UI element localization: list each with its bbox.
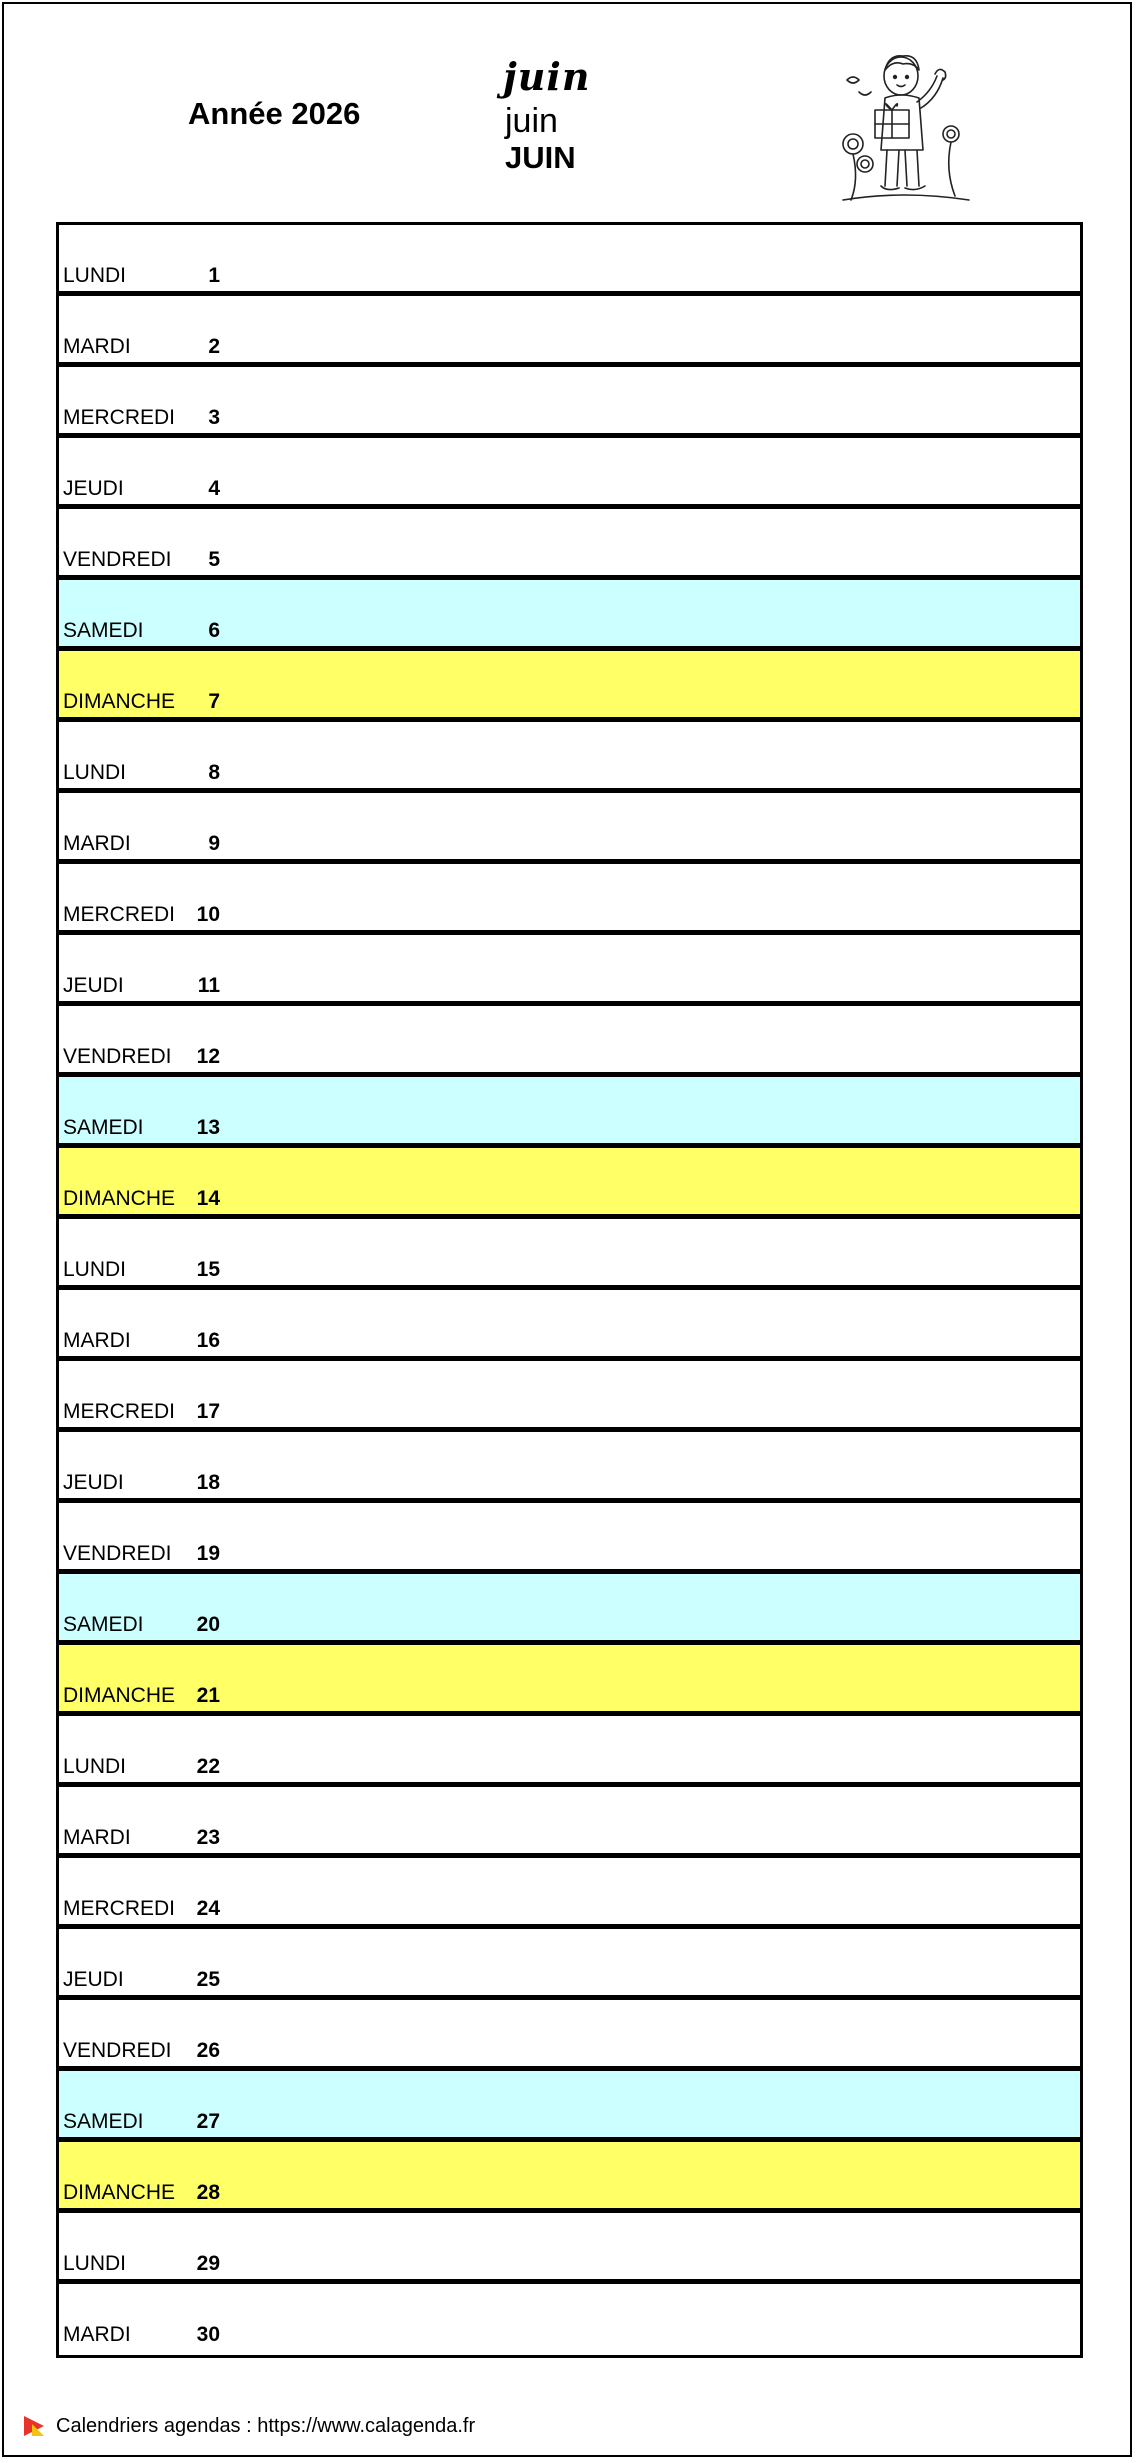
day-number: 13 bbox=[196, 1116, 220, 1139]
day-number: 27 bbox=[196, 2110, 220, 2133]
day-number: 12 bbox=[196, 1045, 220, 1068]
day-name: LUNDI bbox=[63, 1755, 127, 1778]
day-number: 23 bbox=[196, 1826, 220, 1849]
calagenda-logo-icon bbox=[22, 2414, 46, 2438]
day-row bbox=[59, 438, 1080, 509]
day-number: 2 bbox=[208, 335, 220, 358]
day-number: 16 bbox=[196, 1329, 220, 1352]
day-name: SAMEDI bbox=[63, 1116, 144, 1139]
day-name: DIMANCHE bbox=[63, 2181, 176, 2204]
day-number: 25 bbox=[196, 1968, 220, 1991]
day-row bbox=[59, 1716, 1080, 1787]
day-row bbox=[59, 1148, 1080, 1219]
day-number: 26 bbox=[196, 2039, 220, 2062]
day-number: 19 bbox=[196, 1542, 220, 1565]
day-number: 14 bbox=[196, 1187, 220, 1210]
day-number: 8 bbox=[208, 761, 220, 784]
day-name: SAMEDI bbox=[63, 1613, 144, 1636]
day-row bbox=[59, 1077, 1080, 1148]
month-uppercase-title: JUIN bbox=[505, 140, 576, 175]
day-name: LUNDI bbox=[63, 264, 127, 287]
day-number: 3 bbox=[208, 406, 220, 429]
day-row bbox=[59, 935, 1080, 1006]
day-name: MERCREDI bbox=[63, 1400, 176, 1423]
day-row bbox=[59, 225, 1080, 296]
day-row bbox=[59, 1787, 1080, 1858]
day-row bbox=[59, 1858, 1080, 1929]
day-number: 22 bbox=[196, 1755, 220, 1778]
child-gift-illustration bbox=[833, 40, 975, 212]
day-row bbox=[59, 2142, 1080, 2213]
day-number: 24 bbox=[196, 1897, 220, 1920]
day-row bbox=[59, 509, 1080, 580]
day-row bbox=[59, 1290, 1080, 1361]
day-row bbox=[59, 793, 1080, 864]
day-name: MERCREDI bbox=[63, 903, 176, 926]
day-number: 18 bbox=[196, 1471, 220, 1494]
day-row bbox=[59, 296, 1080, 367]
day-name: VENDREDI bbox=[63, 1045, 172, 1068]
day-number: 30 bbox=[196, 2323, 220, 2346]
day-row bbox=[59, 864, 1080, 935]
day-row bbox=[59, 1503, 1080, 1574]
day-number: 15 bbox=[196, 1258, 220, 1281]
footer bbox=[22, 2414, 475, 2438]
day-name: SAMEDI bbox=[63, 2110, 144, 2133]
day-name: VENDREDI bbox=[63, 2039, 172, 2062]
day-row bbox=[59, 1929, 1080, 2000]
day-number: 20 bbox=[196, 1613, 220, 1636]
day-number: 7 bbox=[208, 690, 220, 713]
day-number: 6 bbox=[208, 619, 220, 642]
day-row bbox=[59, 1574, 1080, 1645]
day-name: MERCREDI bbox=[63, 1897, 176, 1920]
day-row bbox=[59, 1432, 1080, 1503]
day-row bbox=[59, 2071, 1080, 2142]
day-number: 29 bbox=[196, 2252, 220, 2275]
day-name: MARDI bbox=[63, 2323, 131, 2346]
day-name: VENDREDI bbox=[63, 548, 172, 571]
footer-text: Calendriers agendas : https://www.calagenda.fr bbox=[56, 2414, 476, 2437]
day-number: 28 bbox=[196, 2181, 220, 2204]
day-number: 9 bbox=[208, 832, 220, 855]
day-name: MARDI bbox=[63, 832, 131, 855]
day-number: 21 bbox=[196, 1684, 220, 1707]
day-name: DIMANCHE bbox=[63, 1187, 176, 1210]
month-lowercase-title: juin bbox=[505, 102, 558, 140]
days-table bbox=[56, 222, 1083, 2358]
day-name: MARDI bbox=[63, 1329, 131, 1352]
day-number: 4 bbox=[208, 477, 220, 500]
day-name: DIMANCHE bbox=[63, 690, 176, 713]
year-title: Année 2026 bbox=[188, 96, 361, 131]
day-row bbox=[59, 2000, 1080, 2071]
day-name: VENDREDI bbox=[63, 1542, 172, 1565]
day-number: 5 bbox=[208, 548, 220, 571]
day-name: MARDI bbox=[63, 1826, 131, 1849]
day-row bbox=[59, 1645, 1080, 1716]
day-name: LUNDI bbox=[63, 2252, 127, 2275]
day-number: 17 bbox=[196, 1400, 220, 1423]
day-name: SAMEDI bbox=[63, 619, 144, 642]
day-name: MARDI bbox=[63, 335, 131, 358]
day-row bbox=[59, 580, 1080, 651]
day-row bbox=[59, 722, 1080, 793]
day-name: JEUDI bbox=[63, 974, 124, 997]
day-number: 11 bbox=[197, 974, 220, 997]
day-number: 10 bbox=[196, 903, 220, 926]
day-row bbox=[59, 2284, 1080, 2355]
day-row bbox=[59, 367, 1080, 438]
day-name: DIMANCHE bbox=[63, 1684, 176, 1707]
day-name: JEUDI bbox=[63, 1471, 124, 1494]
day-row bbox=[59, 2213, 1080, 2284]
day-row bbox=[59, 1006, 1080, 1077]
day-row bbox=[59, 1219, 1080, 1290]
day-number: 1 bbox=[208, 264, 220, 287]
day-row bbox=[59, 1361, 1080, 1432]
day-name: JEUDI bbox=[63, 477, 124, 500]
day-row bbox=[59, 651, 1080, 722]
day-name: LUNDI bbox=[63, 1258, 127, 1281]
day-name: MERCREDI bbox=[63, 406, 176, 429]
month-script-title: juin bbox=[503, 54, 591, 99]
day-name: LUNDI bbox=[63, 761, 127, 784]
day-name: JEUDI bbox=[63, 1968, 124, 1991]
